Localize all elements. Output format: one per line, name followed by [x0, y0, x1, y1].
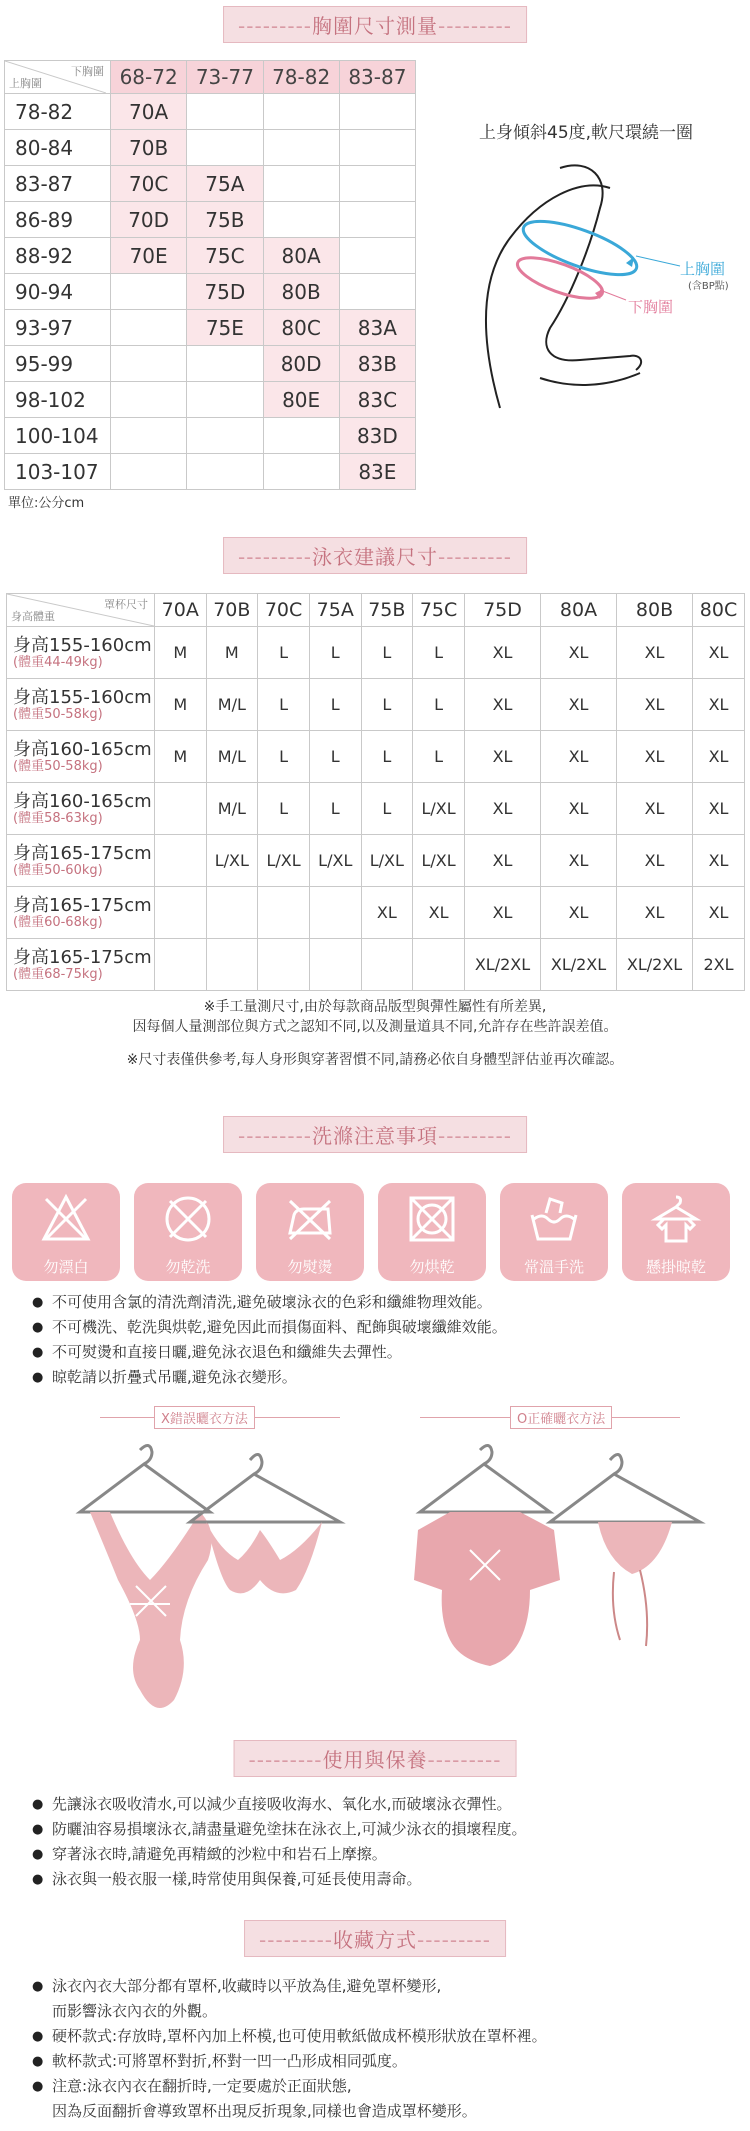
table-cell	[263, 130, 339, 166]
table-cell: 70E	[111, 238, 187, 274]
table-cell	[187, 94, 263, 130]
table-cell: L/XL	[361, 835, 413, 887]
care-no-iron: 勿熨燙	[256, 1183, 364, 1281]
column-header: 83-87	[339, 61, 415, 94]
row-weight: (體重50-58kg)	[13, 706, 103, 722]
table-cell: 75E	[187, 310, 263, 346]
table-cell: 83D	[339, 418, 415, 454]
table-cell	[111, 418, 187, 454]
care-hang-dry: 懸掛晾乾	[622, 1183, 730, 1281]
table-cell: 75B	[187, 202, 263, 238]
table-cell: L/XL	[310, 835, 362, 887]
table-cell: 80E	[263, 382, 339, 418]
use-bullet: ● 先讓泳衣吸收清水,可以減少直接吸收海水、氧化水,而破壞泳衣彈性。	[52, 1792, 527, 1817]
table-cell: M	[155, 627, 207, 679]
swim-size-table	[6, 593, 745, 991]
row-weight: (體重68-75kg)	[13, 966, 103, 982]
row-header: 98-102	[5, 382, 111, 418]
table-cell: XL	[541, 627, 617, 679]
table-cell: 70D	[111, 202, 187, 238]
table-row	[5, 238, 416, 274]
table-row	[7, 731, 745, 783]
table-cell	[263, 454, 339, 490]
table-cell: XL	[361, 887, 413, 939]
table-cell: XL	[693, 835, 745, 887]
table-row	[5, 130, 416, 166]
table-cell: L	[310, 627, 362, 679]
table-cell	[339, 130, 415, 166]
table-row	[5, 166, 416, 202]
row-header: 80-84	[5, 130, 111, 166]
table-cell: L	[413, 731, 465, 783]
table-cell: 83C	[339, 382, 415, 418]
table-cell: M	[155, 679, 207, 731]
row-header: 86-89	[5, 202, 111, 238]
table-cell: L	[310, 679, 362, 731]
size-note-2: 因每個人量測部位與方式之認知不同,以及測量道具不同,允許存在些許誤差值。	[132, 1019, 618, 1035]
column-header: 75A	[310, 594, 362, 627]
table-cell	[258, 887, 310, 939]
column-header: 80C	[693, 594, 745, 627]
table-row	[7, 627, 745, 679]
table-cell: L	[258, 783, 310, 835]
table-cell: XL	[541, 887, 617, 939]
store-section-title: ---------收藏方式---------	[244, 1920, 506, 1957]
table-row	[7, 835, 745, 887]
column-header: 73-77	[187, 61, 263, 94]
table-cell: L	[258, 627, 310, 679]
table-cell	[111, 274, 187, 310]
use-bullets	[52, 1792, 527, 1892]
size-note-1: ※手工量測尺寸,由於每款商品版型與彈性屬性有所差異,	[203, 999, 547, 1015]
table-cell: 70A	[111, 94, 187, 130]
use-bullet: ● 穿著泳衣時,請避免再精緻的沙粒中和岩石上摩擦。	[52, 1842, 527, 1867]
wash-bullets	[52, 1290, 507, 1390]
table-corner: 下胸圍 上胸圍	[5, 61, 111, 94]
table-cell: 75D	[187, 274, 263, 310]
table-row	[7, 939, 745, 991]
use-bullet: ● 防曬油容易損壞泳衣,請盡量避免塗抹在泳衣上,可減少泳衣的損壞程度。	[52, 1817, 527, 1842]
table-cell	[413, 939, 465, 991]
table-row	[7, 887, 745, 939]
column-header: 80A	[541, 594, 617, 627]
column-header: 68-72	[111, 61, 187, 94]
column-header: 78-82	[263, 61, 339, 94]
table-cell	[263, 202, 339, 238]
table-cell: 70C	[111, 166, 187, 202]
table-cell	[155, 783, 207, 835]
table-cell: L/XL	[206, 835, 258, 887]
table-cell: XL/2XL	[465, 939, 541, 991]
lower-bust-label: 下胸圍	[628, 298, 674, 316]
hang-dry-icon	[650, 1193, 702, 1245]
table-cell: 75A	[187, 166, 263, 202]
use-section-title: ---------使用與保養---------	[234, 1740, 517, 1777]
wash-bullet: ● 不可機洗、乾洗與烘乾,避免因此而損傷面料、配飾與破壞纖維效能。	[52, 1315, 507, 1340]
table-cell: 75C	[187, 238, 263, 274]
row-height: 身高165-175cm	[13, 842, 152, 864]
wash-bullet: ● 晾乾請以折疊式吊曬,避免泳衣變形。	[52, 1365, 507, 1390]
table-cell: L	[361, 731, 413, 783]
table-cell	[258, 939, 310, 991]
table-cell: XL	[465, 887, 541, 939]
table-row	[5, 418, 416, 454]
use-bullet: ● 泳衣與一般衣服一樣,時常使用與保養,可延長使用壽命。	[52, 1867, 527, 1892]
table-cell: XL	[617, 835, 693, 887]
store-bullet: ● 注意:泳衣內衣在翻折時,一定要處於正面狀態,	[52, 2074, 547, 2099]
row-header	[7, 627, 155, 679]
no-iron-icon	[284, 1193, 336, 1245]
table-cell	[310, 887, 362, 939]
right-drying-tag: O正確曬衣方法	[510, 1406, 612, 1429]
table-row	[5, 382, 416, 418]
table-cell: XL	[693, 679, 745, 731]
table-cell: L	[361, 783, 413, 835]
table-cell: XL	[541, 783, 617, 835]
table-cell: XL	[617, 627, 693, 679]
table-cell: L/XL	[413, 783, 465, 835]
table-cell	[155, 939, 207, 991]
wash-section-title: ---------洗滌注意事項---------	[223, 1116, 527, 1153]
table-cell: XL	[617, 783, 693, 835]
column-header: 75B	[361, 594, 413, 627]
table-corner: 罩杯尺寸 身高體重	[7, 594, 155, 627]
table-cell	[263, 166, 339, 202]
row-header: 88-92	[5, 238, 111, 274]
store-bullet: ● 硬杯款式:存放時,罩杯內加上杯模,也可使用軟紙做成杯模形狀放在罩杯裡。	[52, 2024, 547, 2049]
table-cell: L	[258, 731, 310, 783]
care-no-bleach: 勿漂白	[12, 1183, 120, 1281]
table-cell: L	[258, 679, 310, 731]
table-cell: XL	[541, 731, 617, 783]
care-hand-wash: 常溫手洗	[500, 1183, 608, 1281]
row-height: 身高160-165cm	[13, 738, 152, 760]
store-bullet: ● 軟杯款式:可將罩杯對折,杯對一凹一凸形成相同弧度。	[52, 2049, 547, 2074]
table-cell: XL	[693, 887, 745, 939]
table-row	[7, 679, 745, 731]
table-cell: L	[413, 627, 465, 679]
table-cell: 83E	[339, 454, 415, 490]
upper-bust-label: 上胸圍	[680, 260, 726, 278]
care-no-dry-clean: 勿乾洗	[134, 1183, 242, 1281]
store-bullets	[52, 1974, 547, 2124]
row-height: 身高155-160cm	[13, 686, 152, 708]
table-cell	[206, 887, 258, 939]
row-weight: (體重44-49kg)	[13, 654, 103, 670]
table-cell: 70B	[111, 130, 187, 166]
table-cell: XL	[693, 731, 745, 783]
column-header: 70B	[206, 594, 258, 627]
table-cell: 80C	[263, 310, 339, 346]
unit-label: 單位:公分cm	[8, 496, 85, 511]
table-cell	[111, 382, 187, 418]
table-cell: XL/2XL	[617, 939, 693, 991]
row-weight: (體重50-60kg)	[13, 862, 103, 878]
table-cell: M	[155, 731, 207, 783]
table-row	[5, 274, 416, 310]
table-cell: XL	[465, 627, 541, 679]
column-header: 70A	[155, 594, 207, 627]
table-cell	[111, 346, 187, 382]
table-cell: 80D	[263, 346, 339, 382]
table-cell: 83B	[339, 346, 415, 382]
no-tumble-dry-icon	[406, 1193, 458, 1245]
table-row	[5, 94, 416, 130]
table-cell	[206, 939, 258, 991]
column-header: 80B	[617, 594, 693, 627]
table-cell	[339, 166, 415, 202]
table-cell: L	[361, 679, 413, 731]
no-dry-clean-icon	[162, 1193, 214, 1245]
table-cell	[339, 238, 415, 274]
row-header: 90-94	[5, 274, 111, 310]
row-height: 身高165-175cm	[13, 946, 152, 968]
table-cell	[339, 202, 415, 238]
table-cell	[187, 130, 263, 166]
table-cell: M/L	[206, 783, 258, 835]
row-height: 身高160-165cm	[13, 790, 152, 812]
table-cell: XL	[617, 887, 693, 939]
table-cell	[361, 939, 413, 991]
table-cell	[263, 94, 339, 130]
row-weight: (體重60-68kg)	[13, 914, 103, 930]
row-weight: (體重50-58kg)	[13, 758, 103, 774]
row-weight: (體重58-63kg)	[13, 810, 103, 826]
table-cell	[339, 94, 415, 130]
row-header	[7, 887, 155, 939]
row-header	[7, 835, 155, 887]
row-height: 身高165-175cm	[13, 894, 152, 916]
bust-size-table	[4, 60, 416, 490]
table-cell	[111, 454, 187, 490]
size-note-3: ※尺寸表僅供參考,每人身形與穿著習慣不同,請務必依自身體型評估並再次確認。	[126, 1052, 624, 1068]
table-row	[5, 310, 416, 346]
table-cell: 80B	[263, 274, 339, 310]
row-header: 103-107	[5, 454, 111, 490]
care-no-tumble-dry: 勿烘乾	[378, 1183, 486, 1281]
row-header	[7, 939, 155, 991]
table-cell: XL	[541, 679, 617, 731]
row-header	[7, 783, 155, 835]
table-header-row	[7, 594, 745, 627]
table-row	[7, 783, 745, 835]
table-cell: XL	[465, 783, 541, 835]
table-cell: XL	[465, 679, 541, 731]
row-header	[7, 679, 155, 731]
table-cell	[187, 418, 263, 454]
table-cell: XL	[693, 783, 745, 835]
swim-section-title: ---------泳衣建議尺寸---------	[223, 537, 527, 574]
table-cell	[155, 887, 207, 939]
table-cell	[111, 310, 187, 346]
table-cell: XL	[617, 731, 693, 783]
wrong-drying-tag: X錯誤曬衣方法	[154, 1406, 255, 1429]
column-header: 75C	[413, 594, 465, 627]
measure-instruction: 上身傾斜45度,軟尺環繞一圈	[479, 123, 694, 143]
bust-section-title: ---------胸圍尺寸測量---------	[223, 6, 527, 43]
row-header: 78-82	[5, 94, 111, 130]
row-header: 83-87	[5, 166, 111, 202]
table-cell: L	[310, 783, 362, 835]
table-cell: XL	[693, 627, 745, 679]
hand-wash-icon	[528, 1193, 580, 1245]
table-cell: L	[361, 627, 413, 679]
table-cell: L/XL	[258, 835, 310, 887]
store-bullet: ● 泳衣內衣大部分都有罩杯,收藏時以平放為佳,避免罩杯變形,	[52, 1974, 547, 1999]
wash-bullet: ● 不可熨燙和直接日曬,避免泳衣退色和纖維失去彈性。	[52, 1340, 507, 1365]
table-header-row	[5, 61, 416, 94]
right-drying-illustration	[410, 1440, 710, 1740]
table-cell: L/XL	[413, 835, 465, 887]
table-cell: 2XL	[693, 939, 745, 991]
store-bullet-continued: 而影響泳衣內衣的外觀。	[52, 2002, 218, 2020]
table-cell	[187, 382, 263, 418]
care-icons-row	[12, 1183, 730, 1281]
table-cell	[187, 454, 263, 490]
store-bullet-continued: 因為反面翻折會導致罩杯出現反折現象,同樣也會造成罩杯變形。	[52, 2102, 477, 2120]
table-cell	[339, 274, 415, 310]
wrong-drying-illustration	[70, 1440, 360, 1740]
table-cell: 80A	[263, 238, 339, 274]
row-header	[7, 731, 155, 783]
column-header: 70C	[258, 594, 310, 627]
table-cell: XL	[465, 731, 541, 783]
table-cell: XL	[465, 835, 541, 887]
row-header: 95-99	[5, 346, 111, 382]
table-cell: M	[206, 627, 258, 679]
column-header: 75D	[465, 594, 541, 627]
row-height: 身高155-160cm	[13, 634, 152, 656]
table-row	[5, 454, 416, 490]
table-cell	[310, 939, 362, 991]
table-cell: XL	[541, 835, 617, 887]
table-cell	[155, 835, 207, 887]
row-header: 100-104	[5, 418, 111, 454]
table-cell: L	[413, 679, 465, 731]
table-cell: 83A	[339, 310, 415, 346]
no-bleach-icon	[40, 1193, 92, 1245]
table-row	[5, 346, 416, 382]
wash-bullet: ● 不可使用含氯的清洗劑清洗,避免破壞泳衣的色彩和纖維物理效能。	[52, 1290, 507, 1315]
table-cell: XL/2XL	[541, 939, 617, 991]
table-cell	[187, 346, 263, 382]
table-cell: XL	[617, 679, 693, 731]
table-cell: L	[310, 731, 362, 783]
upper-bust-sub: (含BP點)	[688, 281, 729, 292]
table-cell: M/L	[206, 679, 258, 731]
table-cell	[263, 418, 339, 454]
table-cell: XL	[413, 887, 465, 939]
row-header: 93-97	[5, 310, 111, 346]
table-cell: M/L	[206, 731, 258, 783]
table-row	[5, 202, 416, 238]
